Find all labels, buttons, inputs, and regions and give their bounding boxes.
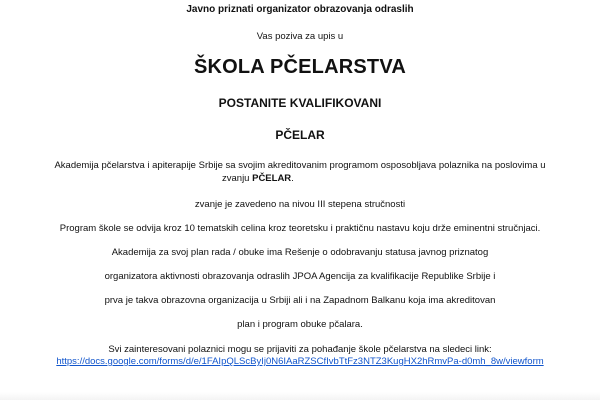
paragraph-program-description: Program škole se odvija kroz 10 tematskih celina kroz teoretsku i praktičnu nastavu koju drže eminentni stručnjaci. (59, 223, 541, 234)
document-title: ŠKOLA PČELARSTVA (193, 56, 407, 78)
document-subtitle: POSTANITE KVALIFIKOVANI (218, 96, 382, 110)
paragraph-academy-intro: Akademija pčelarstva i apiterapije Srbije sa svojim akreditovanim programom osposobljava polaznika na poslovima u (54, 160, 546, 171)
paragraph-qualification-level: zvanje je zavedeno na nivou III stepena stručnosti (194, 199, 406, 210)
paragraph-decision: Akademija za svoj plan rada / obuke ima Rešenje o odobravanju statusa javnog priznatog (111, 247, 489, 258)
title-prefix-text: zvanju (222, 173, 253, 184)
profession-bold-text: PČELAR (252, 173, 292, 184)
document-subtitle-profession: PČELAR (275, 128, 325, 142)
paragraph-academy-intro-continued (222, 173, 294, 185)
registration-form-link[interactable]: https://docs.google.com/forms/d/e/1FAIpQLScByIj0N6IAaRZSCfIvbTtFz3NTZ3KugHX2hRmvPa-d0mh_8w/viewform (56, 356, 544, 367)
invite-text: Vas poziva za upis u (256, 31, 344, 42)
paragraph-registration: Svi zainteresovani polaznici mogu se prijaviti za pohađanje škole pčelarstva na sledeci link: (108, 344, 492, 355)
page-bottom-edge (0, 392, 600, 400)
paragraph-training-plan: plan i program obuke pčalara. (237, 319, 363, 330)
organizer-header: Javno priznati organizator obrazovanja odraslih (186, 4, 414, 15)
title-suffix-text: . (291, 173, 294, 184)
paragraph-agency: organizatora aktivnosti obrazovanja odraslih JPOA Agencija za kvalifikacije Republike Srbije i (104, 271, 496, 282)
paragraph-first-organization: prva je takva obrazovna organizacija u Srbiji ali i na Zapadnom Balkanu koja ima akreditovan (104, 295, 496, 306)
